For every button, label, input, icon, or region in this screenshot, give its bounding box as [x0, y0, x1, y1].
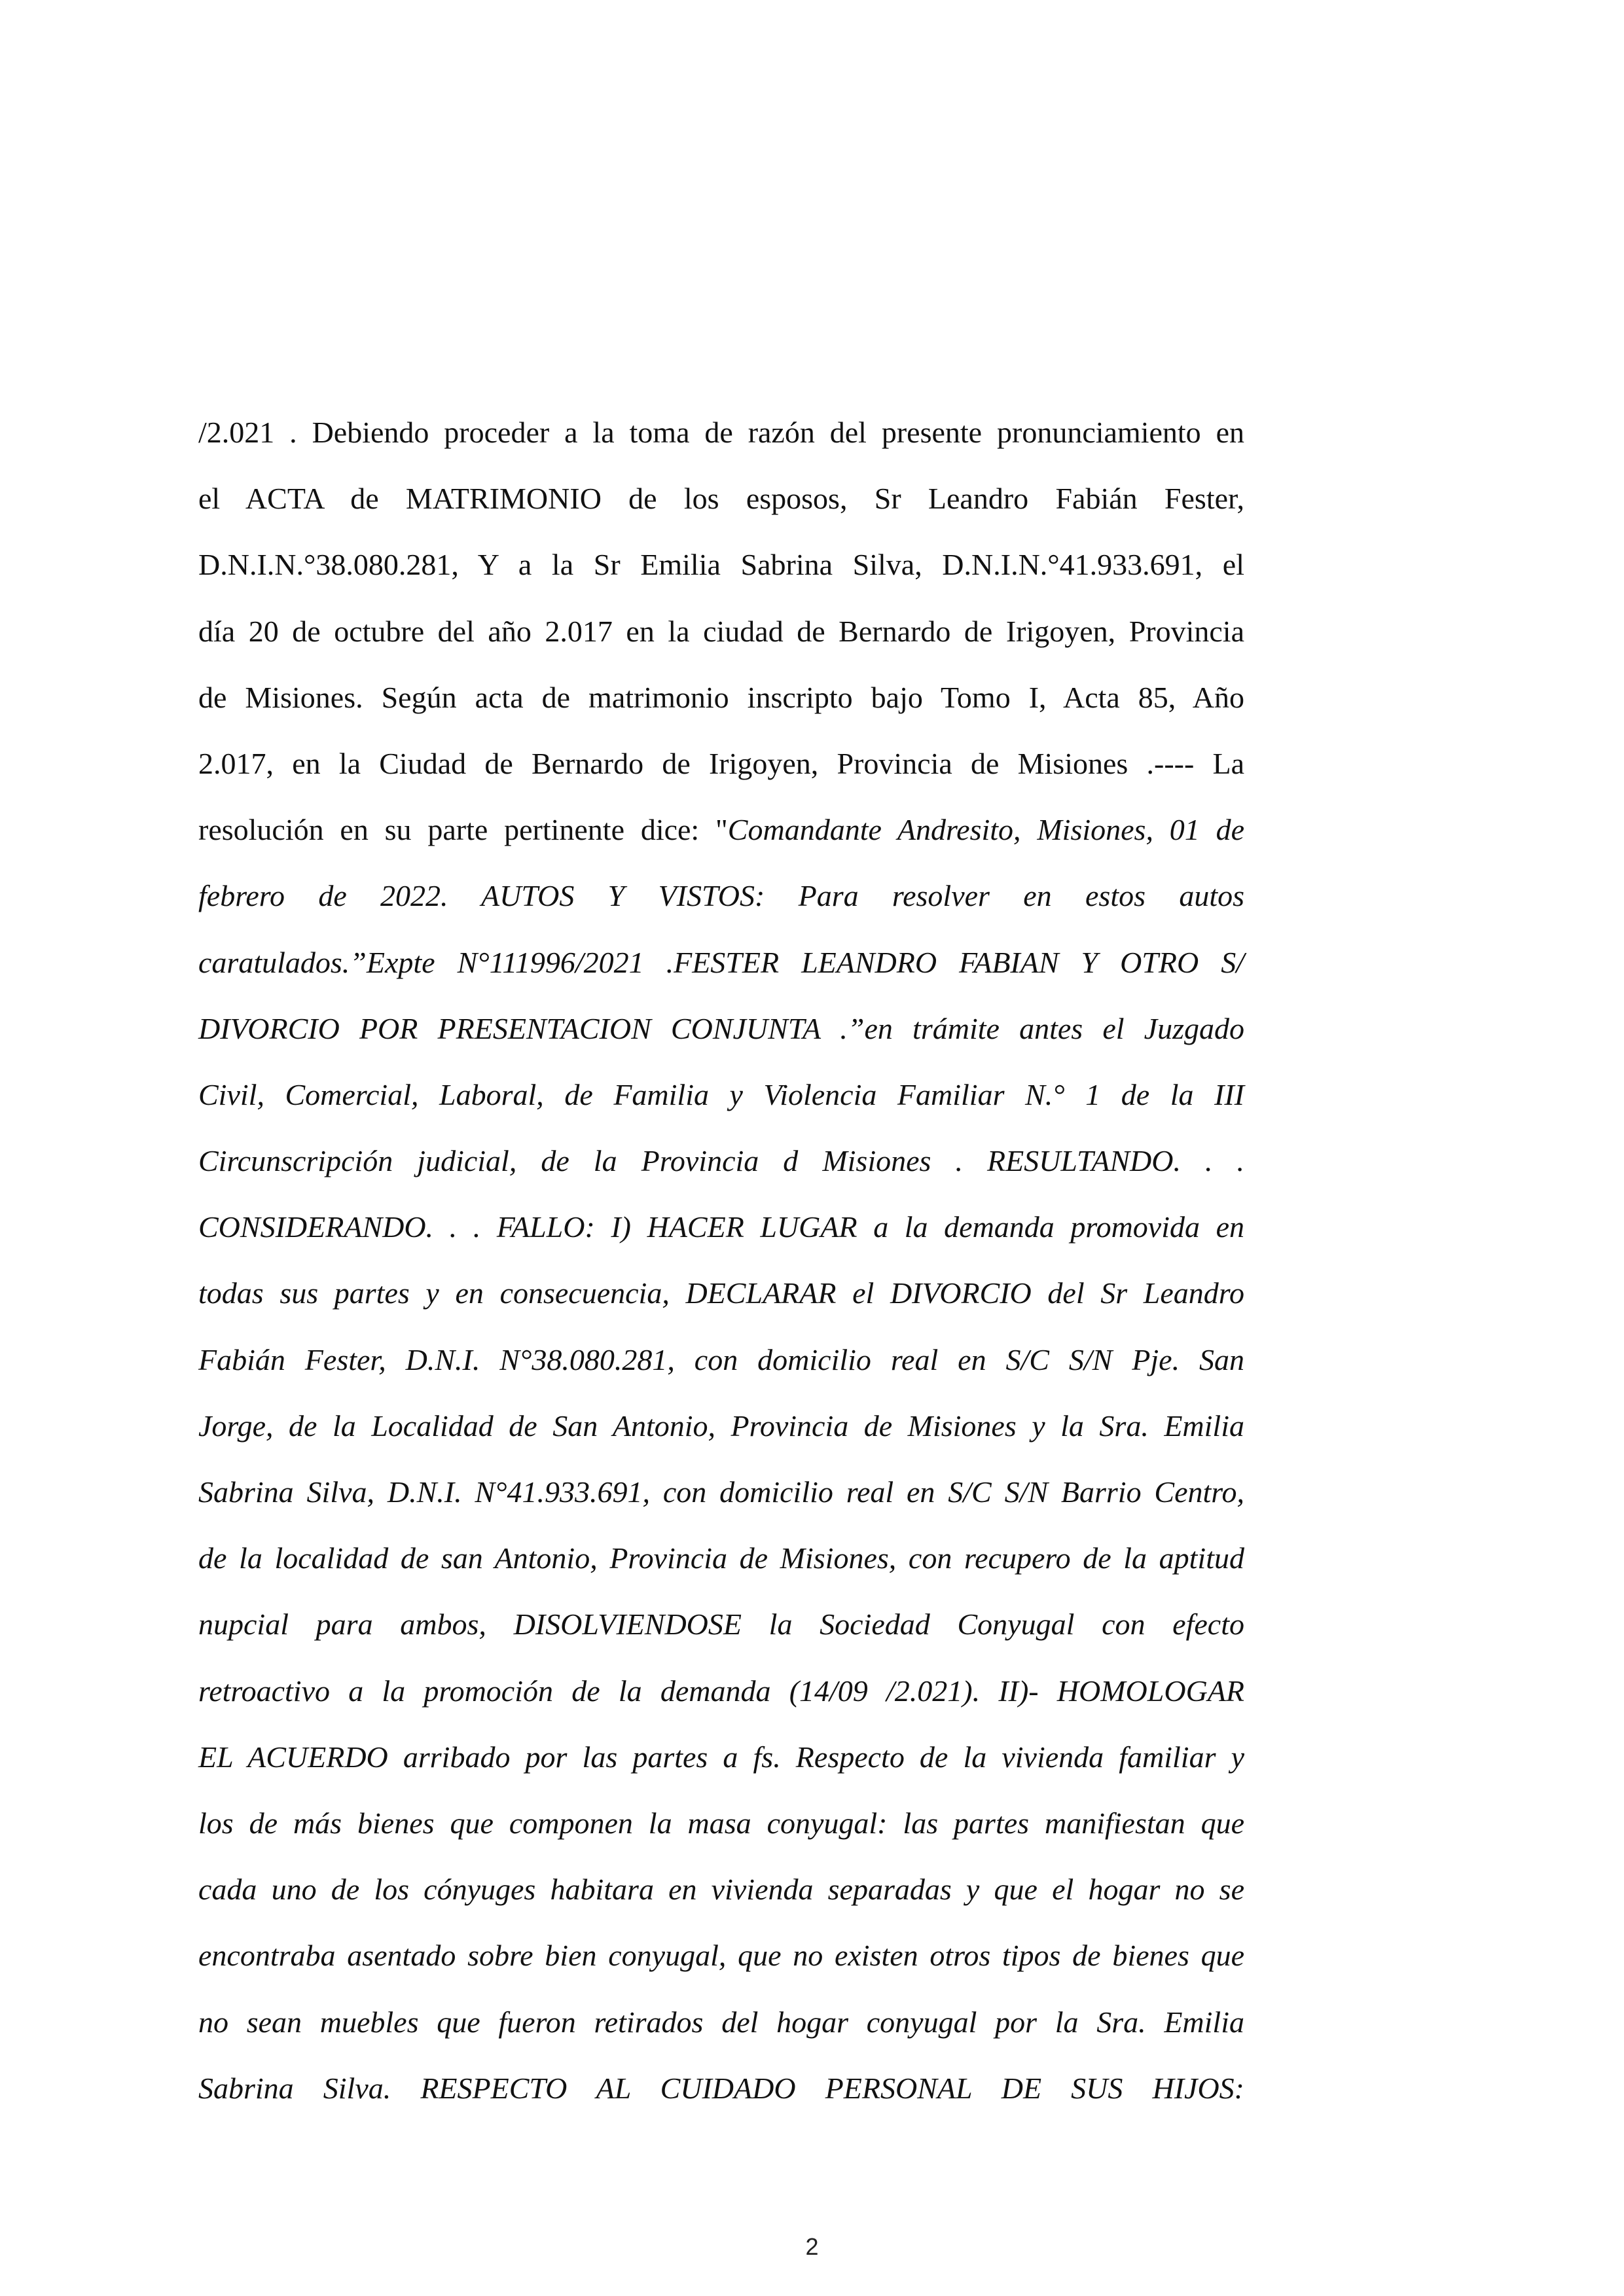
- text-line-2: el ACTA de MATRIMONIO de los esposos, Sr Leandro Fabián Fester,: [198, 482, 1244, 516]
- text-line-10: DIVORCIO POR PRESENTACION CONJUNTA .”en trámite antes el Juzgado: [198, 1011, 1244, 1045]
- document-body: [198, 399, 1244, 2121]
- text-line-17: Sabrina Silva, D.N.I. N°41.933.691, con domicilio real en S/C S/N Barrio Centro,: [198, 1475, 1244, 1509]
- text-line-4: día 20 de octubre del año 2.017 en la ciudad de Bernardo de Irigoyen, Provincia: [198, 614, 1244, 648]
- text-line-18: de la localidad de san Antonio, Provincia de Misiones, con recupero de la aptitud: [198, 1541, 1244, 1575]
- text-line-22: los de más bienes que componen la masa conyugal: las partes manifiestan que: [198, 1806, 1244, 1840]
- text-line-21: EL ACUERDO arribado por las partes a fs. Respecto de la vivienda familiar y: [198, 1740, 1244, 1774]
- text-line-3: D.N.I.N.°38.080.281, Y a la Sr Emilia Sabrina Silva, D.N.I.N.°41.933.691, el: [198, 548, 1244, 582]
- text-line-14: todas sus partes y en consecuencia, DECLARAR el DIVORCIO del Sr Leandro: [198, 1276, 1244, 1310]
- text-line-6: 2.017, en la Ciudad de Bernardo de Irigoyen, Provincia de Misiones .---- La: [198, 746, 1244, 780]
- text-line-12: Circunscripción judicial, de la Provincia d Misiones . RESULTANDO. . .: [198, 1144, 1244, 1178]
- text-line-19: nupcial para ambos, DISOLVIENDOSE la Sociedad Conyugal con efecto: [198, 1607, 1244, 1641]
- text-line-9: caratulados.”Expte N°111996/2021 .FESTER LEANDRO FABIAN Y OTRO S/: [198, 945, 1244, 979]
- text-line-20: retroactivo a la promoción de la demanda (14/09 /2.021). II)- HOMOLOGAR: [198, 1674, 1244, 1708]
- text-line-7: [198, 797, 1244, 863]
- text-line-16: Jorge, de la Localidad de San Antonio, Provincia de Misiones y la Sra. Emilia: [198, 1408, 1244, 1443]
- text-line-8: febrero de 2022. AUTOS Y VISTOS: Para resolver en estos autos: [198, 879, 1244, 913]
- text-line-5: de Misiones. Según acta de matrimonio inscripto bajo Tomo I, Acta 85, Año: [198, 680, 1244, 714]
- text-line-25: no sean muebles que fueron retirados del hogar conyugal por la Sra. Emilia: [198, 2005, 1244, 2039]
- line-1-text: /2.021 . Debiendo proceder a la toma de razón del presente pronunciamiento en: [198, 416, 1244, 449]
- text-line-13: CONSIDERANDO. . . FALLO: I) HACER LUGAR a la demanda promovida en: [198, 1210, 1244, 1244]
- text-line-1: [198, 399, 1244, 465]
- line-7-text: resolución en su parte pertinente dice: ": [198, 813, 728, 847]
- line-7-italic: Comandante Andresito, Misiones, 01 de: [727, 813, 1244, 847]
- text-line-15: Fabián Fester, D.N.I. N°38.080.281, con domicilio real en S/C S/N Pje. San: [198, 1342, 1244, 1376]
- text-line-23: cada uno de los cónyuges habitara en vivienda separadas y que el hogar no se: [198, 1873, 1244, 1907]
- text-line-24: encontraba asentado sobre bien conyugal, que no existen otros tipos de bienes que: [198, 1939, 1244, 1973]
- page-number: 2: [805, 2233, 819, 2260]
- text-line-11: Civil, Comercial, Laboral, de Familia y Violencia Familiar N.° 1 de la III: [198, 1077, 1244, 1111]
- text-line-26: Sabrina Silva. RESPECTO AL CUIDADO PERSONAL DE SUS HIJOS:: [198, 2071, 1244, 2105]
